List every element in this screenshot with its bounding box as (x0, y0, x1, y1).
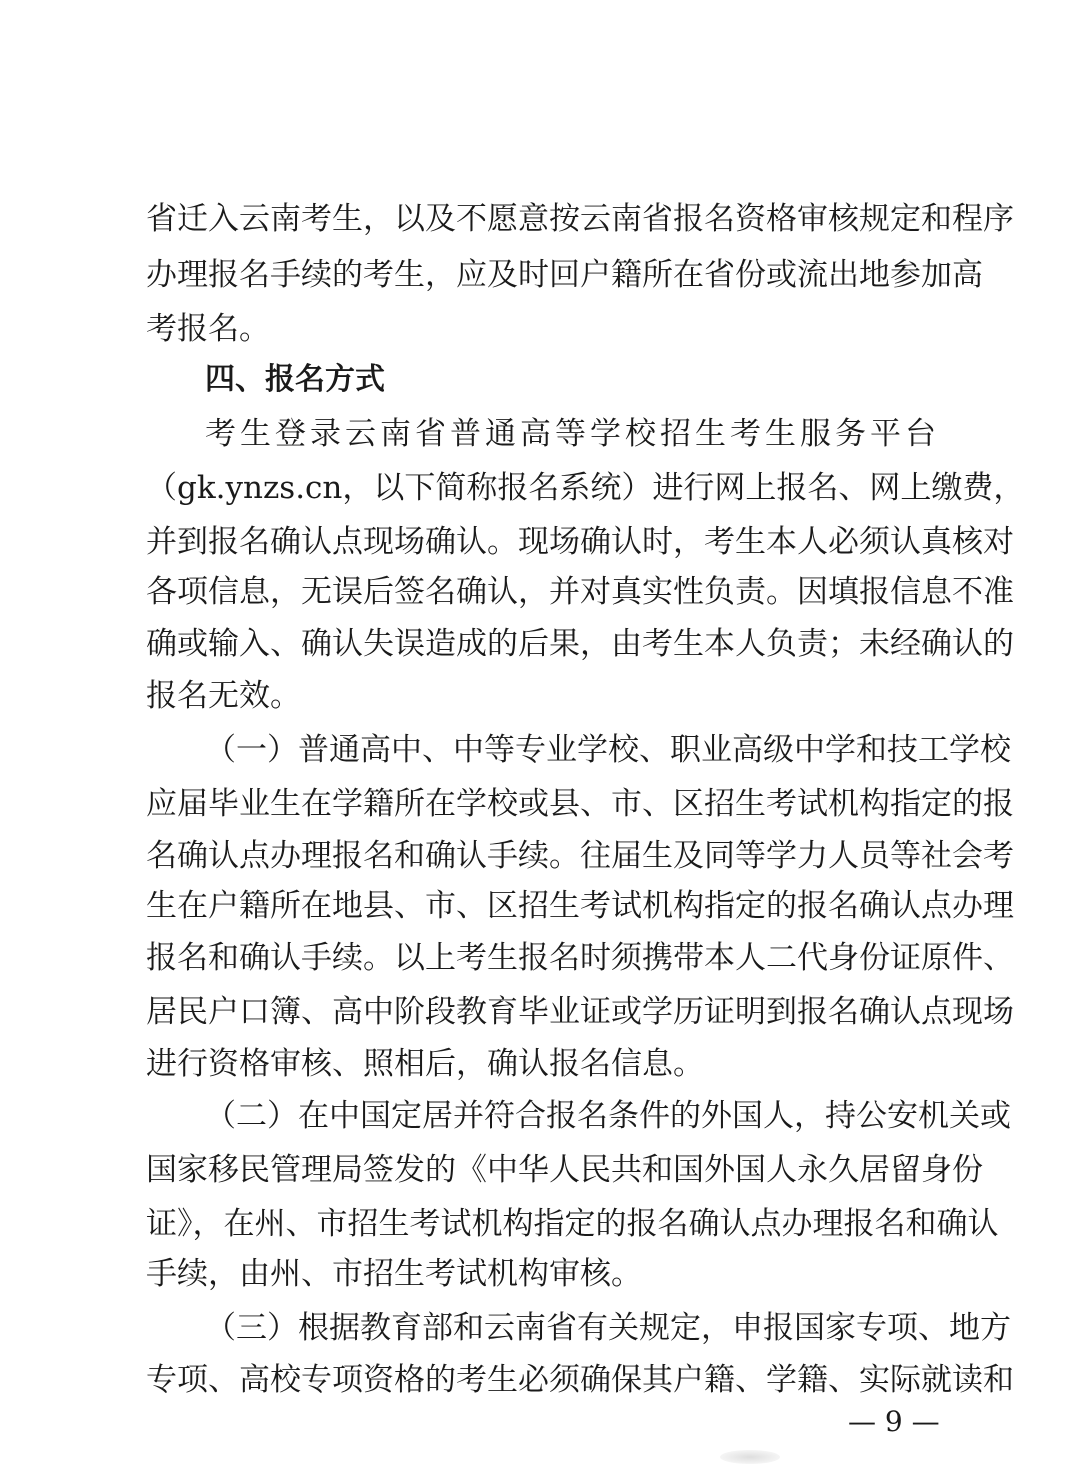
paragraph-line: 报名无效。 (146, 678, 301, 714)
page-number: — 9 — (848, 1405, 940, 1438)
paragraph-line: 专项、高校专项资格的考生必须确保其户籍、学籍、实际就读和 (146, 1362, 1014, 1398)
paragraph-line: 考生登录云南省普通高等学校招生考生服务平台 (205, 416, 936, 452)
paragraph-line: 国家移民管理局签发的《中华人民共和国外国人永久居留身份 (146, 1152, 983, 1188)
paragraph-line: 进行资格审核、照相后，确认报名信息。 (146, 1046, 704, 1082)
scan-smudge (720, 1450, 780, 1464)
paragraph-line: 省迁入云南考生，以及不愿意按云南省报名资格审核规定和程序 (146, 201, 1014, 237)
paragraph-line: 生在户籍所在地县、市、区招生考试机构指定的报名确认点办理 (146, 888, 1014, 924)
paragraph-line: （一）普通高中、中等专业学校、职业高级中学和技工学校 (205, 732, 1011, 768)
paragraph-line: （二）在中国定居并符合报名条件的外国人，持公安机关或 (205, 1098, 1011, 1134)
paragraph-line: （gk.ynzs.cn，以下简称报名系统）进行网上报名、网上缴费， (146, 470, 1025, 506)
paragraph-line: （三）根据教育部和云南省有关规定，申报国家专项、地方 (205, 1310, 1011, 1346)
paragraph-line: 居民户口簿、高中阶段教育毕业证或学历证明到报名确认点现场 (146, 994, 1014, 1030)
section-heading: 四、报名方式 (205, 362, 385, 397)
paragraph-line: 证》，在州、市招生考试机构指定的报名确认点办理报名和确认 (146, 1206, 999, 1242)
paragraph-line: 名确认点办理报名和确认手续。往届生及同等学力人员等社会考 (146, 838, 1014, 874)
paragraph-line: 考报名。 (146, 311, 270, 347)
paragraph-line: 各项信息，无误后签名确认，并对真实性负责。因填报信息不准 (146, 574, 1014, 610)
paragraph-line: 应届毕业生在学籍所在学校或县、市、区招生考试机构指定的报 (146, 786, 1014, 822)
paragraph-line: 手续，由州、市招生考试机构审核。 (146, 1256, 642, 1292)
paragraph-line: 并到报名确认点现场确认。现场确认时，考生本人必须认真核对 (146, 524, 1014, 560)
paragraph-line: 报名和确认手续。以上考生报名时须携带本人二代身份证原件、 (146, 940, 1014, 976)
paragraph-line: 办理报名手续的考生，应及时回户籍所在省份或流出地参加高 (146, 257, 983, 293)
paragraph-line: 确或输入、确认失误造成的后果，由考生本人负责；未经确认的 (146, 626, 1014, 662)
